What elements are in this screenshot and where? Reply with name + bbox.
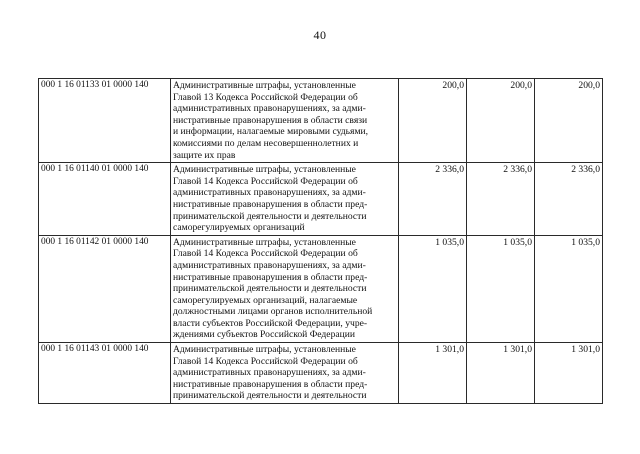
amount-year-2: 1 301,0 xyxy=(467,343,535,404)
name-line: нистративные правонарушения в области связи xyxy=(173,114,368,126)
budget-classification-code: 000 1 16 01143 01 0000 140 xyxy=(39,343,171,404)
table-row xyxy=(39,235,603,342)
table-row xyxy=(39,79,603,163)
amount-year-1: 2 336,0 xyxy=(399,163,467,236)
name-line: принимательской деятельности и деятельности xyxy=(173,283,367,295)
name-line: Административные штрафы, установленные xyxy=(173,80,356,91)
name-line: Главой 13 Кодекса Российской Федерации об xyxy=(173,91,358,103)
amount-year-3: 2 336,0 xyxy=(535,163,603,236)
amount-year-2: 2 336,0 xyxy=(467,163,535,236)
name-line: нистративные правонарушения в области пред- xyxy=(173,378,368,390)
name-line: должностными лицами органов исполнительной xyxy=(173,306,373,318)
amount-year-3: 1 301,0 xyxy=(535,343,603,404)
revenue-item-name xyxy=(171,235,399,342)
name-line: принимательской деятельности и деятельности xyxy=(173,390,367,402)
name-line: нистративные правонарушения в области пред- xyxy=(173,271,368,283)
page-number: 40 xyxy=(313,28,327,42)
revenue-item-name xyxy=(171,343,399,404)
revenue-item-name xyxy=(171,79,399,163)
name-line: защите их прав xyxy=(173,149,236,161)
name-line: Административные штрафы, установленные xyxy=(173,236,356,248)
name-line: принимательской деятельности и деятельности xyxy=(173,210,367,222)
name-line: саморегулируемых организаций, налагаемые xyxy=(173,294,358,306)
name-line: административных правонарушениях, за адми- xyxy=(173,187,366,199)
table-row xyxy=(39,343,603,404)
revenue-item-name xyxy=(171,163,399,236)
amount-year-1: 1 301,0 xyxy=(399,343,467,404)
name-line: административных правонарушениях, за адми- xyxy=(173,103,366,115)
amount-year-2: 200,0 xyxy=(467,79,535,163)
name-line: Административные штрафы, установленные xyxy=(173,164,356,176)
name-line: Административные штрафы, установленные xyxy=(173,344,356,356)
name-line: Главой 14 Кодекса Российской Федерации об xyxy=(173,355,358,367)
name-line: административных правонарушениях, за адми- xyxy=(173,367,366,379)
amount-year-2: 1 035,0 xyxy=(467,235,535,342)
name-line: Главой 14 Кодекса Российской Федерации об xyxy=(173,248,358,260)
name-line: и информации, налагаемые мировыми судьями, xyxy=(173,126,369,138)
amount-year-3: 1 035,0 xyxy=(535,235,603,342)
name-line: административных правонарушениях, за адми- xyxy=(173,259,366,271)
budget-classification-code: 000 1 16 01133 01 0000 140 xyxy=(39,79,171,163)
amount-year-1: 1 035,0 xyxy=(399,235,467,342)
amount-year-3: 200,0 xyxy=(535,79,603,163)
name-line: комиссиями по делам несовершеннолетних и xyxy=(173,137,359,149)
name-line: ждениями субъектов Российской Федерации xyxy=(173,329,356,341)
amount-year-1: 200,0 xyxy=(399,79,467,163)
name-line: власти субъектов Российской Федерации, учре- xyxy=(173,317,368,329)
name-line: саморегулируемых организаций xyxy=(173,222,305,234)
budget-revenue-table xyxy=(38,78,603,404)
name-line: Главой 14 Кодекса Российской Федерации об xyxy=(173,175,358,187)
budget-classification-code: 000 1 16 01140 01 0000 140 xyxy=(39,163,171,236)
table-row xyxy=(39,163,603,236)
name-line: нистративные правонарушения в области пред- xyxy=(173,198,368,210)
budget-classification-code: 000 1 16 01142 01 0000 140 xyxy=(39,235,171,342)
